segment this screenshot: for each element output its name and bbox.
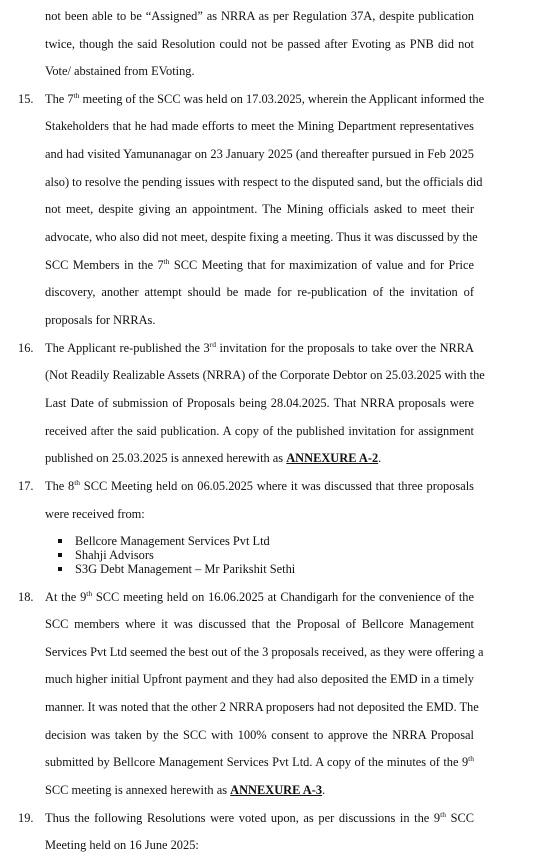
para18-line-4: much higher initial Upfront payment and they had also deposited the EMD in a timely [45,672,474,686]
paragraph-number-16: 16. [18,341,34,355]
para16-line-4: received after the said publication. A copy of the published invitation for assignment [45,424,474,438]
para18-line-3: Services Pvt Ltd seemed the best out of the 3 proposals received, as they were offering a [45,645,484,659]
para18-line-2: SCC members where it was discussed that the Proposal of Bellcore Management [45,617,474,631]
paragraph-number-18: 18. [18,590,34,604]
bullet-icon [58,539,62,543]
bullet-icon [58,567,62,571]
para15-line-9: proposals for NRRAs. [45,313,156,327]
bullet-icon [58,553,62,557]
para16-line-3: Last Date of submission of Proposals being 28.04.2025. That NRRA proposals were [45,396,474,410]
list-item: Shahji Advisors [75,548,154,562]
para15-line-7: SCC Members in the 7th SCC Meeting that for maximization of value and for Price [45,257,474,272]
para15-line-6: advocate, who also did not meet, despite fixing a meeting. Thus it was discussed by the [45,230,478,244]
para15-line-3: and had visited Yamunanagar on 23 January 2025 (and thereafter pursued in Feb 2025 [45,147,474,161]
annexure-a2-reference: ANNEXURE A-2 [286,451,379,465]
para19-line-1: Thus the following Resolutions were voted upon, as per discussions in the 9th SCC [45,810,474,825]
para18-line-8: SCC meeting is annexed herewith as ANNEXURE A-3. [45,783,326,797]
para18-line-5: manner. It was noted that the other 2 NRRA proposers had not deposited the EMD. The [45,700,479,714]
para17-line-2: were received from: [45,507,145,521]
annexure-a3-reference: ANNEXURE A-3 [230,783,323,797]
para15-line-1: The 7th meeting of the SCC was held on 17.03.2025, wherein the Applicant informed the [45,91,485,106]
para18-line-6: decision was taken by the SCC with 100% consent to approve the NRRA Proposal [45,728,474,742]
list-item: S3G Debt Management – Mr Parikshit Sethi [75,562,295,576]
para15-line-2: Stakeholders that he had made efforts to meet the Mining Department representatives [45,119,474,133]
para16-line-5: published on 25.03.2025 is annexed herewith as ANNEXURE A-2. [45,451,382,465]
continuation-line-1: not been able to be “Assigned” as NRRA as per Regulation 37A, despite publication [45,9,474,23]
para18-line-7: submitted by Bellcore Management Services Pvt Ltd. A copy of the minutes of the 9th [45,754,474,769]
para15-line-5: not meet, despite giving an appointment. The Mining officials asked to meet their [45,202,474,216]
para15-line-4: also) to resolve the pending issues with respect to the disputed sand, but the officials did [45,175,483,189]
list-item: Bellcore Management Services Pvt Ltd [75,534,270,548]
paragraph-number-17: 17. [18,479,34,493]
para17-line-1: The 8th SCC Meeting held on 06.05.2025 where it was discussed that three proposals [45,478,474,493]
paragraph-number-15: 15. [18,92,34,106]
para16-line-1: The Applicant re-published the 3rd invitation for the proposals to take over the NRRA [45,340,474,355]
para16-line-2: (Not Readily Realizable Assets (NRRA) of the Corporate Debtor on 25.03.2025 with the [45,368,485,382]
para15-line-8: discovery, another attempt should be made for re-publication of the invitation of [45,285,474,299]
para18-line-1: At the 9th SCC meeting held on 16.06.2025 at Chandigarh for the convenience of the [45,589,474,604]
continuation-line-3: Vote/ abstained from EVoting. [45,64,195,78]
continuation-line-2: twice, though the said Resolution could not be passed after Evoting as PNB did not [45,37,474,51]
para19-line-2: Meeting held on 16 June 2025: [45,838,199,852]
paragraph-number-19: 19. [18,811,34,825]
